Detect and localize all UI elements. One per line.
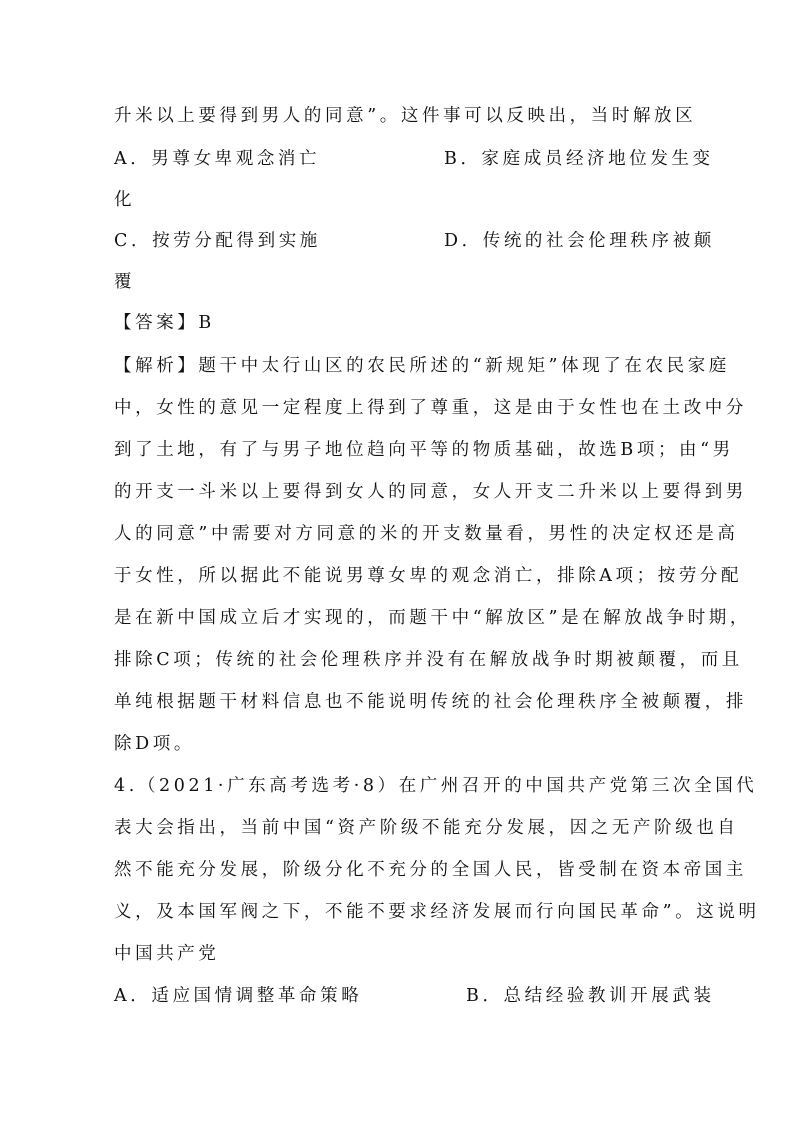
option-b: B．家庭成员经济地位发生变: [444, 149, 714, 169]
option-d: D．传统的社会伦理秩序被颠: [444, 231, 715, 251]
analysis-line: 人的同意”中需要对方同意的米的开支数量看，男性的决定权还是高: [114, 524, 739, 544]
analysis-line: 于女性，所以据此不能说男尊女卑的观念消亡，排除A项；按劳分配: [114, 566, 743, 586]
question-4-stem: 然不能充分发展，阶级分化不充分的全国人民，皆受制在资本帝国主: [114, 860, 747, 880]
analysis-line: 到了土地，有了与男子地位趋向平等的物质基础，故选B项；由“男: [114, 440, 734, 460]
analysis-line: 是在新中国成立后才实现的，而题干中“解放区”是在解放战争时期，: [114, 608, 751, 628]
analysis-line: 排除C项；传统的社会伦理秩序并没有在解放战争时期被颠覆，而且: [114, 650, 743, 670]
analysis-line: 单纯根据题干材料信息也不能说明传统的社会伦理秩序全被颠覆，排: [114, 692, 747, 712]
analysis-line: 的开支一斗米以上要得到女人的同意，女人开支二升米以上要得到男: [114, 482, 747, 502]
question-4-stem: 中国共产党: [114, 944, 220, 964]
analysis-line: 【解析】题干中太行山区的农民所述的“新规矩”体现了在农民家庭: [114, 356, 730, 376]
question-4-stem: 表大会指出，当前中国“资产阶级不能充分发展，因之无产阶级也自: [114, 818, 739, 838]
analysis-line: 除D项。: [114, 734, 195, 754]
question-stem-end: 升米以上要得到男人的同意”。这件事可以反映出，当时解放区: [114, 106, 697, 126]
question-4-stem: 义，及本国军阀之下，不能不要求经济发展而行向国民革命”。这说明: [114, 902, 760, 922]
option-a: A．男尊女卑观念消亡: [114, 149, 321, 169]
option-d-continued: 覆: [114, 272, 136, 292]
answer-line: 【答案】B: [114, 313, 215, 333]
option-b-continued: 化: [114, 190, 136, 210]
q4-option-a: A．适应国情调整革命策略: [114, 986, 363, 1006]
analysis-line: 中，女性的意见一定程度上得到了尊重，这是由于女性也在土改中分: [114, 398, 747, 418]
q4-option-b: B．总结经验教训开展武装: [466, 986, 715, 1006]
option-c: C．按劳分配得到实施: [114, 231, 321, 251]
question-4-stem: 4.（2021·广东高考选考·8）在广州召开的中国共产党第三次全国代: [114, 776, 758, 796]
